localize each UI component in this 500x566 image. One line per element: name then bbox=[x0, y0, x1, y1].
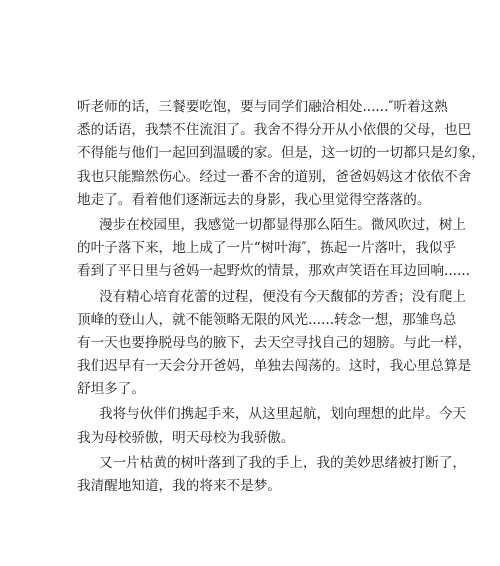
paragraph-4 bbox=[77, 403, 467, 449]
paragraph-2 bbox=[77, 214, 470, 284]
text-line: 的叶子落下来，地上成了一片“树叶海″，拣起一片落叶，我似乎 bbox=[77, 240, 457, 257]
text-line: 又一片枯黄的树叶落到了我的手上，我的美妙思绪被打断了， bbox=[99, 454, 467, 471]
text-line: 听老师的话，三餐要吃饱，要与同学们融洽相处......″听着这熟 bbox=[77, 99, 448, 115]
text-line: 我也只能黯然伤心。经过一番不舍的道别，爸爸妈妈这才依依不舍 bbox=[77, 168, 472, 185]
text-line: 我清醒地知道，我的将来不是梦。 bbox=[77, 478, 281, 494]
text-line: 有一天也要挣脱母鸟的腋下，去天空寻找自己的翅膀。与此一样， bbox=[77, 334, 472, 351]
essay-text bbox=[77, 96, 485, 498]
text-line: 看到了平日里与爸妈一起野炊的情景，那欢声笑语在耳边回响...... bbox=[77, 263, 470, 280]
paragraph-5 bbox=[77, 452, 467, 498]
text-line: 没有精心培育花蕾的过程，便没有今天馥郁的芳香；没有爬上 bbox=[99, 288, 467, 305]
paragraph-1 bbox=[77, 96, 485, 212]
text-line: 我们迟早有一天会分开爸妈，单独去闯荡的。这时，我心里总算是 bbox=[77, 358, 472, 375]
text-line: 悉的话语，我禁不住流泪了。我舍不得分开从小依偎的父母，也巴 bbox=[77, 122, 472, 139]
text-line: 漫步在校园里，我感觉一切都显得那么陌生。微风吹过，树上 bbox=[99, 216, 467, 233]
paragraph-3 bbox=[77, 286, 472, 402]
text-line: 地走了。看着他们逐渐远去的身影，我心里觉得空落落的。 bbox=[77, 191, 431, 208]
text-line: 舒坦多了。 bbox=[77, 381, 145, 398]
text-line: 我将与伙伴们携起手来，从这里起航，划向理想的此岸。今天 bbox=[99, 406, 467, 423]
text-line: 顶峰的登山人，就不能领略无限的风光......转念一想，那雏鸟总 bbox=[77, 311, 457, 328]
text-line: 不得能与他们一起回到温暖的家。但是，这一切的一切都只是幻象， bbox=[77, 145, 485, 162]
text-line: 我为母校骄傲，明天母校为我骄傲。 bbox=[77, 429, 295, 446]
